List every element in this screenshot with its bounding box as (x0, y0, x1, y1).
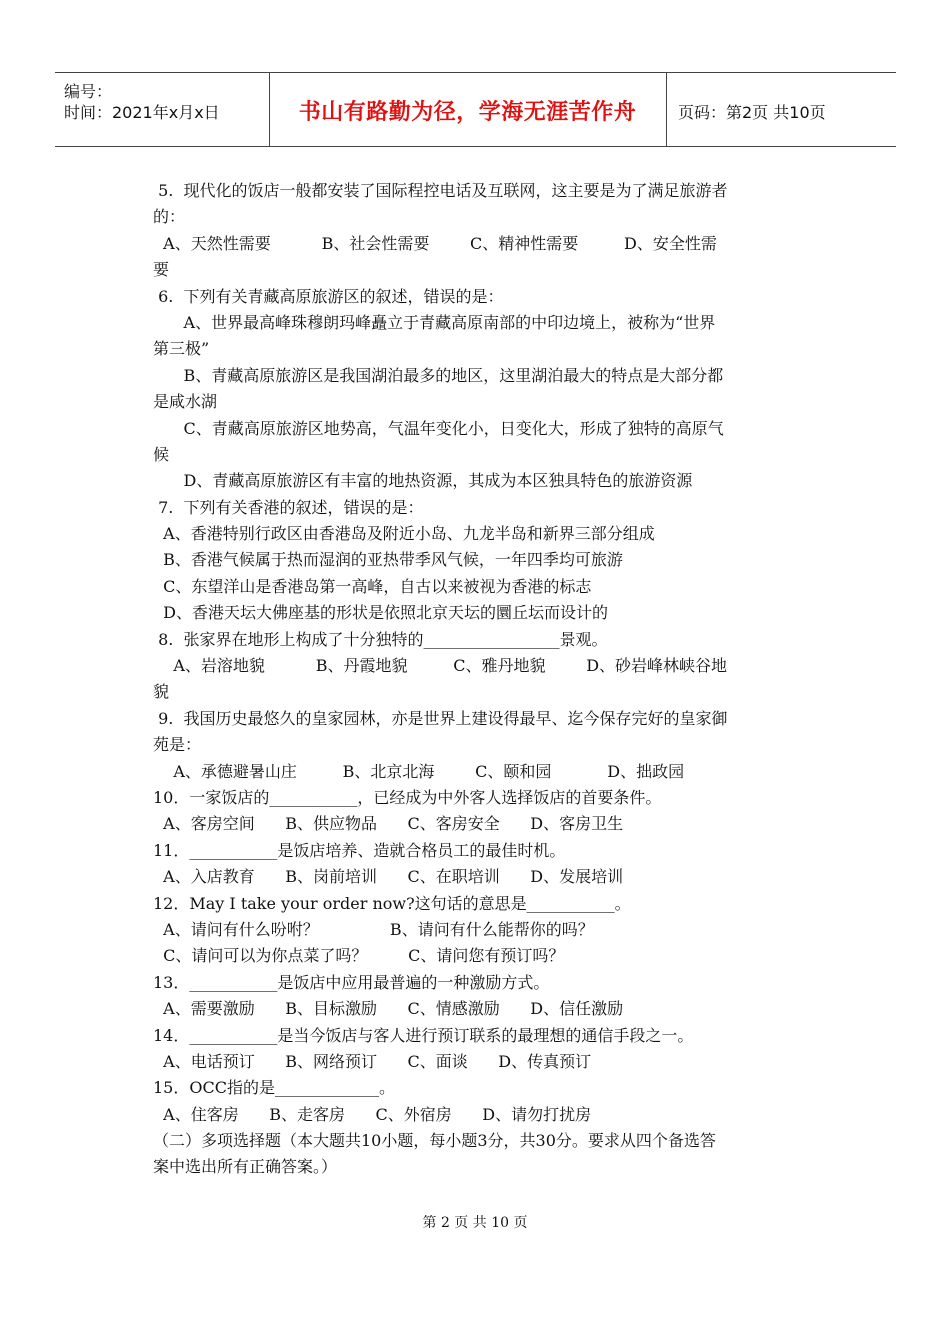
header-info-cell (55, 73, 270, 146)
text-line: A、客房空间 B、供应物品 C、客房安全 D、客房卫生 (153, 814, 624, 834)
text-line: 候 (153, 444, 170, 464)
motto-text: 书山有路勤为径，学海无涯苦作舟 (298, 100, 637, 125)
text-line: A、香港特别行政区由香港岛及附近小岛、九龙半岛和新界三部分组成 (153, 524, 655, 544)
text-line: 8. 张家界在地形上构成了十分独特的_________________景观。 (153, 629, 608, 649)
date-label: 时间：2021年x月x日 (64, 103, 220, 122)
text-line: C、东望洋山是香港岛第一高峰，自古以来被视为香港的标志 (153, 576, 592, 596)
text-line: B、香港气候属于热而湿润的亚热带季风气候，一年四季均可旅游 (153, 550, 623, 570)
page-footer: 第 2 页 共 10 页 (422, 1215, 528, 1231)
text-line: C、青藏高原旅游区地势高，气温年变化小，日变化大，形成了独特的高原气 (153, 418, 724, 438)
text-line: A、天然性需要 B、社会性需要 C、精神性需要 D、安全性需 (153, 233, 717, 253)
text-line: 9. 我国历史最悠久的皇家园林，亦是世界上建设得最早、迄今保存完好的皇家御 (153, 708, 728, 728)
text-line: A、请问有什么吩咐？ B、请问有什么能帮你的吗？ (153, 919, 594, 939)
text-line: A、住客房 B、走客房 C、外宿房 D、请勿打扰房 (153, 1104, 592, 1124)
text-line: 案中选出所有正确答案。） (153, 1157, 338, 1177)
text-line: 5. 现代化的饭店一般都安装了国际程控电话及互联网，这主要是为了满足旅游者 (153, 181, 728, 200)
text-line: C、请问可以为你点菜了吗？ C、请问您有预订吗？ (153, 946, 565, 966)
text-line: D、青藏高原旅游区有丰富的地热资源，其成为本区独具特色的旅游资源 (153, 471, 693, 491)
text-line: 第三极” (153, 339, 210, 359)
text-line: 13．___________是饭店中应用最普遍的一种激励方式。 (153, 972, 550, 992)
header-motto-cell (269, 73, 667, 146)
text-line: A、世界最高峰珠穆朗玛峰矗立于青藏高原南部的中印边境上，被称为“世界 (153, 312, 716, 332)
text-line: A、电话预订 B、网络预订 C、面谈 D、传真预订 (153, 1051, 592, 1071)
serial-number-label: 编号： (64, 82, 113, 101)
text-line: 苑是： (153, 735, 202, 755)
text-line: B、青藏高原旅游区是我国湖泊最多的地区，这里湖泊最大的特点是大部分都 (153, 365, 724, 385)
text-line: A、岩溶地貌 B、丹霞地貌 C、雅丹地貌 D、砂岩峰林峡谷地 (153, 656, 728, 676)
text-line: 要 (153, 260, 170, 280)
text-line: A、需要激励 B、目标激励 C、情感激励 D、信任激励 (153, 999, 624, 1019)
text-line: A、入店教育 B、岗前培训 C、在职培训 D、发展培训 (153, 867, 624, 887)
page-header (55, 72, 896, 147)
question-content (153, 178, 803, 1181)
text-line: 是咸水湖 (153, 392, 218, 412)
text-line: 貌 (153, 682, 170, 702)
page-number-label: 页码：第2页 共10页 (678, 103, 826, 122)
header-page-cell (666, 73, 896, 146)
text-line: 15．OCC指的是_____________。 (153, 1078, 395, 1098)
text-line: 14．___________是当今饭店与客人进行预订联系的最理想的通信手段之一。 (153, 1025, 694, 1045)
text-line: 7. 下列有关香港的叙述，错误的是： (153, 497, 424, 517)
text-line: 11．___________是饭店培养、造就合格员工的最佳时机。 (153, 840, 566, 860)
text-line: 10．一家饭店的___________，已经成为中外客人选择饭店的首要条件。 (153, 787, 662, 807)
text-line: D、香港天坛大佛座基的形状是依照北京天坛的圜丘坛而设计的 (153, 603, 609, 623)
text-line: A、承德避暑山庄 B、北京北海 C、颐和园 D、拙政园 (153, 761, 685, 781)
text-line: （二）多项选择题（本大题共10小题，每小题3分，共30分。要求从四个备选答 (153, 1131, 716, 1151)
text-line: 的： (153, 207, 186, 227)
text-line: 6. 下列有关青藏高原旅游区的叙述，错误的是： (153, 286, 504, 306)
text-line: 12．May I take your order now?这句话的意思是___________。 (153, 893, 631, 913)
